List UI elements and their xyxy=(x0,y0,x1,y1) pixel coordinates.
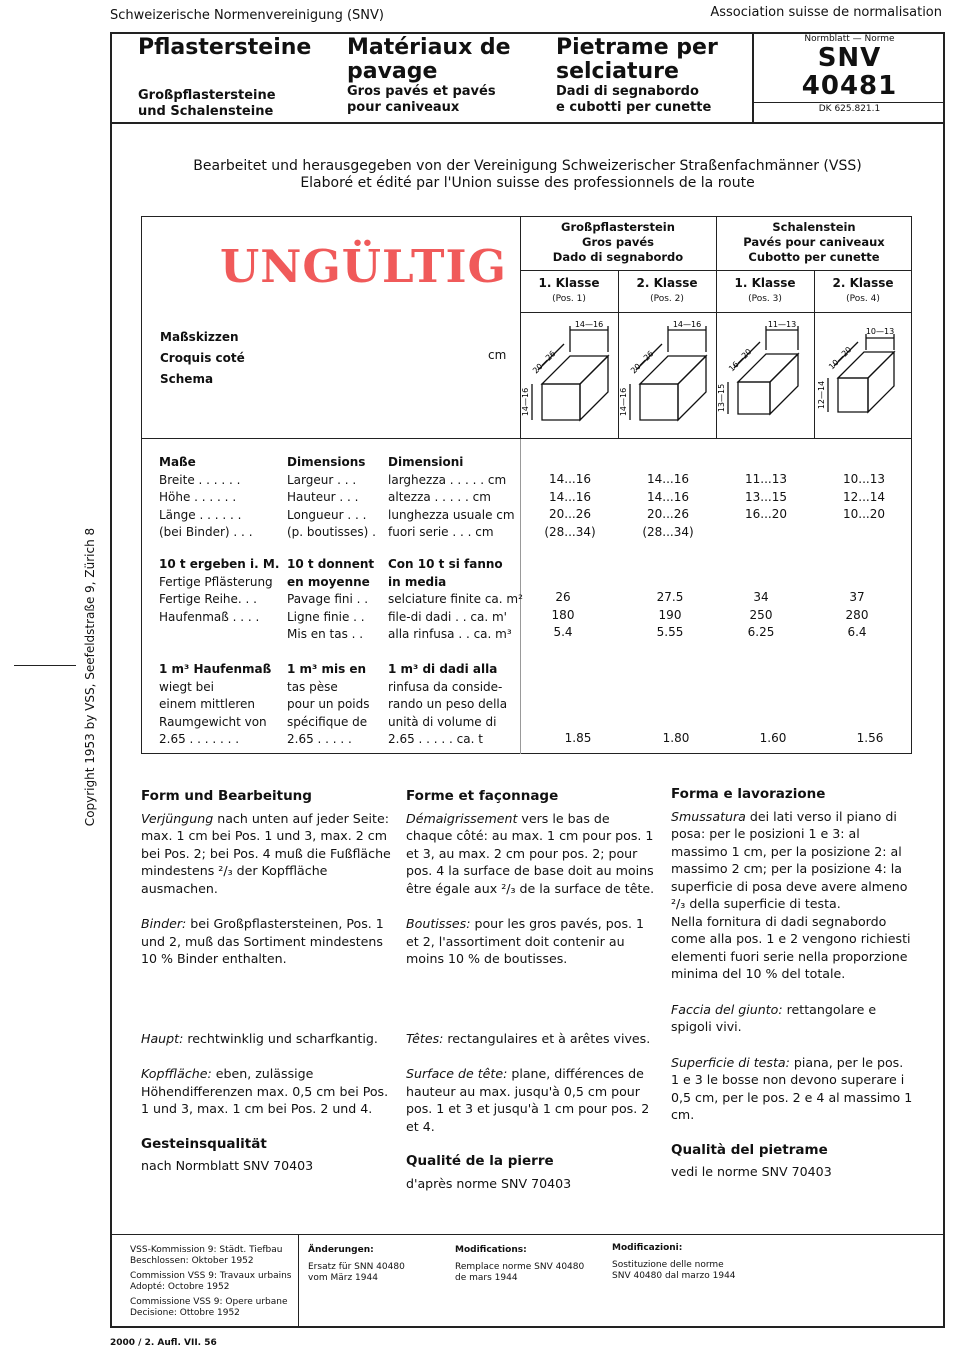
title-de-sub1: Großpflastersteine xyxy=(138,88,276,103)
text-fr-p1 xyxy=(406,810,656,898)
copyright-note: Copyright 1953 by VSS, Seefeldstraße 9, Zürich 8 xyxy=(83,527,97,827)
ten-de-head: 10 t ergeben i. M. xyxy=(159,557,280,571)
dimval: 13...15 xyxy=(745,489,787,504)
ten-fr-3: Ligne finie . . xyxy=(287,609,365,624)
sketch-2 xyxy=(619,320,706,420)
m3val-1: 1.85 xyxy=(564,731,592,745)
text-fr-p1-term: Démaigrissement xyxy=(406,810,518,826)
dims-de xyxy=(159,454,253,542)
text-de-p4-term: Kopffläche: xyxy=(141,1066,212,1081)
text-it-p4-body: piana, per le pos. 1 e 3 le bosse non devono superare i 0,5 cm, per le pos. 2 e 4 al massimo 1 cm. xyxy=(671,1054,913,1122)
sketch-4-dim-a: 10—13 xyxy=(865,327,895,336)
text-fr-heading2: Qualité de la pierre xyxy=(406,1153,554,1169)
class-label-3: 1. Klasse xyxy=(734,276,796,290)
text-fr-heading: Forme et façonnage xyxy=(406,788,559,804)
dimval: 20...26 xyxy=(549,507,591,521)
snv-box xyxy=(752,32,945,124)
tenvals-1 xyxy=(518,589,608,642)
publisher-de: Bearbeitet und herausgegeben von der Vereinigung Schweizerischer Straßenfachmänner (VSS) xyxy=(193,158,862,174)
title-it xyxy=(556,36,718,116)
m3-it-head: 1 m³ di dadi alla xyxy=(388,662,498,676)
dimval: 14...16 xyxy=(549,489,591,504)
tenval: 6.25 xyxy=(747,625,775,639)
sketch-label-de: Maßskizzen xyxy=(160,330,239,344)
dimval: 11...13 xyxy=(745,472,787,486)
footer-c1-1: Beschlossen: Oktober 1952 xyxy=(130,1256,254,1266)
dims-it-1: larghezza . . . . . cm xyxy=(388,472,507,487)
ten-it xyxy=(388,556,523,644)
title-fr-main2: pavage xyxy=(347,59,438,84)
dimval: 14...16 xyxy=(647,472,689,486)
dims-fr xyxy=(287,454,376,542)
ten-de xyxy=(159,556,279,626)
footer xyxy=(110,1234,945,1328)
dims-it-2: altezza . . . . . cm xyxy=(388,490,491,504)
sketch-3-dim-b: 16—20 xyxy=(727,347,754,374)
m3-de-4: 2.65 . . . . . . . xyxy=(159,732,240,746)
text-it-p4-term: Superficie di testa: xyxy=(671,1054,790,1070)
ten-fr-head2: en moyenne xyxy=(287,574,370,589)
tenval: 180 xyxy=(551,607,575,622)
title-it-sub1: Dadi di segnabordo xyxy=(556,84,699,99)
tenval: 26 xyxy=(555,590,571,604)
class-label-2: 2. Klasse xyxy=(636,276,698,290)
sketch-label-it: Schema xyxy=(160,372,214,386)
text-de-p3 xyxy=(141,1030,391,1048)
ten-it-4: alla rinfusa . . ca. m³ xyxy=(388,627,512,641)
m3-it-2: rando un peso della xyxy=(388,697,508,711)
ten-fr-head: 10 t donnent xyxy=(287,557,375,571)
text-de-p3-body: rechtwinklig und scharfkantig. xyxy=(183,1030,378,1046)
text-it-heading: Forma e lavorazione xyxy=(671,786,826,802)
table-rule xyxy=(141,438,912,439)
dims-it-head: Dimensioni xyxy=(388,455,464,469)
footer-changes-fr xyxy=(455,1245,584,1284)
m3val-3: 1.60 xyxy=(759,731,787,745)
m3val-2: 1.80 xyxy=(662,731,690,745)
text-de-p2-term: Binder: xyxy=(141,916,187,931)
ten-it-head: Con 10 t si fanno xyxy=(388,557,503,571)
text-de-p1-body: nach unten auf jeder Seite: max. 1 cm bei Pos. 1 und 3, max. 2 cm bei Pos. 2; bei Pos. 4 muß die Fußfläche mindestens ²/₃ der Kopffläche ausmachen. xyxy=(141,810,391,896)
tenval: 190 xyxy=(658,607,682,622)
footer-c3-2: de mars 1944 xyxy=(455,1273,518,1283)
ten-fr-4: Mis en tas . . xyxy=(287,627,364,641)
m3-it xyxy=(388,661,507,749)
publisher xyxy=(110,158,945,192)
tenval: 6.4 xyxy=(847,625,867,639)
text-de-p2 xyxy=(141,915,391,968)
group-schale-it: Cubotto per cunette xyxy=(748,250,880,264)
footer-c2-2: vom März 1944 xyxy=(308,1273,378,1283)
sketch-2-dim-c: 14—16 xyxy=(619,387,628,417)
tenval: 5.4 xyxy=(553,625,573,639)
text-it-p4 xyxy=(671,1054,915,1124)
dims-fr-1: Largeur . . . xyxy=(287,472,357,487)
tenvals-3 xyxy=(716,589,806,642)
ten-it-2: selciature finite ca. m² xyxy=(388,592,523,606)
text-de xyxy=(141,788,391,1175)
ten-fr xyxy=(287,556,374,644)
sketch-label-fr: Croquis coté xyxy=(160,351,245,365)
sketch-3-dim-c: 13—15 xyxy=(717,383,726,413)
class-pos-1: (Pos. 1) xyxy=(552,294,586,304)
m3-fr-head: 1 m³ mis en xyxy=(287,662,367,676)
class-label-1: 1. Klasse xyxy=(538,276,600,290)
dimvals-3 xyxy=(721,471,811,524)
dimval: 12...14 xyxy=(843,489,885,504)
text-it-p3-term: Faccia del giunto: xyxy=(671,1001,783,1017)
dims-it-4: fuori serie . . . cm xyxy=(388,525,494,539)
dimval: 16...20 xyxy=(745,507,787,521)
dimvals-2 xyxy=(623,471,713,541)
text-fr-p2-body: pour les gros pavés, pos. 1 et 2, l'assortiment doit contenir au moins 10 % de boutisses. xyxy=(406,916,645,966)
dims-de-3: Länge . . . . . . xyxy=(159,507,242,522)
sketch-1-dim-b: 20—26 xyxy=(531,349,558,376)
text-fr-p3 xyxy=(406,1030,656,1048)
sketch-4-dim-c: 12—14 xyxy=(817,380,826,410)
sketch-3-dim-a: 11—13 xyxy=(767,320,797,329)
text-fr-p1-body: vers le bas de chaque côté: au max. 1 cm pour pos. 1 et 3, au max. 2 cm pour pos. 2; pour pos. 4 la surface de base doit au moins être égale aux ²/₃ de la surface de tête. xyxy=(406,810,655,896)
footer-c4-1: Sostituzione delle norme xyxy=(612,1260,724,1270)
title-it-sub2: e cubotti per cunette xyxy=(556,100,712,115)
text-it-p1 xyxy=(671,808,915,913)
footer-changes-it xyxy=(612,1243,736,1282)
text-it-p5: vedi le norme SNV 70403 xyxy=(671,1164,832,1179)
sketch-1-dim-a: 14—16 xyxy=(574,320,604,329)
footer-c3-1: Remplace norme SNV 40480 xyxy=(455,1262,585,1272)
dims-de-head: Maße xyxy=(159,455,196,469)
title-de-sub2: und Schalensteine xyxy=(138,104,274,119)
sketch-1-dim-c: 14—16 xyxy=(521,387,530,417)
snv-code: SNV xyxy=(817,43,882,73)
publisher-fr: Elaboré et édité par l'Union suisse des professionnels de la route xyxy=(300,175,755,191)
text-de-p4 xyxy=(141,1065,391,1118)
title-de xyxy=(138,36,311,120)
footer-c1-2: Commission VSS 9: Travaux urbains xyxy=(130,1271,292,1281)
text-it-p3 xyxy=(671,1001,915,1036)
class-pos-3: (Pos. 3) xyxy=(748,294,782,304)
title-de-main: Pflastersteine xyxy=(138,35,312,60)
class-label-4: 2. Klasse xyxy=(832,276,894,290)
text-fr xyxy=(406,788,656,1192)
tenval: 34 xyxy=(753,590,769,604)
text-fr-p2 xyxy=(406,915,656,968)
group-header-schale xyxy=(716,220,912,265)
ten-fr-2: Pavage fini . . xyxy=(287,592,369,606)
text-de-p4-body: eben, zulässige Höhendifferenzen max. 0,5 cm bei Pos. 1 und 3, max. 1 cm bei Pos. 2 und 4. xyxy=(141,1066,389,1116)
m3-de-1: wiegt bei xyxy=(159,679,215,694)
text-de-p2-body: bei Großpflastersteinen, Pos. 1 und 2, muß das Sortiment mindestens 10 % Binder enthalten. xyxy=(141,916,384,966)
m3-it-4: 2.65 . . . . . ca. t xyxy=(388,732,483,746)
dimval: 14...16 xyxy=(549,472,591,486)
sketch-4-dim-b: 10—20 xyxy=(827,345,854,372)
dimval: 10...13 xyxy=(843,472,885,486)
footer-c2-head: Änderungen: xyxy=(308,1245,374,1255)
dims-de-2: Höhe . . . . . . xyxy=(159,490,237,504)
m3-de-head: 1 m³ Haufenmaß xyxy=(159,662,272,676)
tenval: 37 xyxy=(849,590,865,604)
text-de-heading: Form und Bearbeitung xyxy=(141,788,312,804)
snv-number: 40481 xyxy=(801,71,898,101)
title-fr-sub2: pour caniveaux xyxy=(347,100,460,115)
text-it-p3-body: rettangolare e spigoli vivi. xyxy=(671,1001,877,1034)
footer-commission xyxy=(130,1245,292,1319)
m3-it-3: unità di volume di xyxy=(388,714,497,729)
text-de-p1 xyxy=(141,810,391,898)
snv-label: Normblatt — Norme xyxy=(804,34,895,44)
ten-de-3: Fertige Reihe. . . xyxy=(159,592,257,606)
text-de-p5: nach Normblatt SNV 70403 xyxy=(141,1158,314,1173)
ten-it-3: file-di dadi . . ca. m' xyxy=(388,609,507,624)
title-it-main2: selciature xyxy=(556,59,679,84)
margin-tick xyxy=(14,665,76,666)
footer-c1-5: Decisione: Ottobre 1952 xyxy=(130,1308,240,1318)
text-fr-p4-term: Surface de tête: xyxy=(406,1066,508,1081)
title-it-main1: Pietrame per xyxy=(556,35,718,60)
table-rule xyxy=(520,270,912,271)
dims-fr-2: Hauteur . . . xyxy=(287,490,359,504)
footer-c3-head: Modifications: xyxy=(455,1245,527,1255)
group-header-gross xyxy=(520,220,716,265)
dims-it-3: lunghezza usuale cm xyxy=(388,507,515,522)
header-right: Association suisse de normalisation xyxy=(710,5,942,20)
dims-fr-head: Dimensions xyxy=(287,455,366,469)
block-sketches xyxy=(520,312,912,438)
sketch-unit: cm xyxy=(488,348,507,362)
m3-fr-1: tas pèse xyxy=(287,679,338,694)
text-de-p3-term: Haupt: xyxy=(141,1030,184,1046)
dimvals-1 xyxy=(525,471,615,541)
dimval: 20...26 xyxy=(647,507,689,521)
tenval: 250 xyxy=(749,607,773,622)
text-it-heading2: Qualità del pietrame xyxy=(671,1141,828,1158)
dims-fr-3: Longueur . . . xyxy=(287,507,367,522)
footer-c1-0: VSS-Kommission 9: Städt. Tiefbau xyxy=(130,1245,283,1255)
m3val-4: 1.56 xyxy=(856,731,884,745)
sketch-2-dim-b: 20—26 xyxy=(629,349,656,376)
invalid-stamp: UNGÜLTIG xyxy=(220,240,507,293)
dims-it xyxy=(388,454,515,542)
footer-c1-3: Adopté: Octobre 1952 xyxy=(130,1282,230,1292)
sketch-4 xyxy=(817,327,894,412)
title-fr-main1: Matériaux de xyxy=(347,35,511,60)
footer-c2-1: Ersatz für SNN 40480 xyxy=(308,1262,405,1272)
tenvals-2 xyxy=(625,589,715,642)
sketch-2-dim-a: 14—16 xyxy=(672,320,702,329)
m3-it-1: rinfusa da conside- xyxy=(388,679,503,694)
dimval: (28...34) xyxy=(544,524,596,539)
tenval: 27.5 xyxy=(656,590,684,604)
group-gross-fr: Gros pavés xyxy=(582,235,654,249)
text-fr-p5: d'après norme SNV 70403 xyxy=(406,1175,572,1191)
footer-rule xyxy=(298,1235,299,1327)
text-fr-p3-body: rectangulaires et à arêtes vives. xyxy=(443,1030,651,1046)
ten-de-4: Haufenmaß . . . . xyxy=(159,609,260,624)
m3-fr-3: spécifique de xyxy=(287,714,368,729)
tenvals-4 xyxy=(812,589,902,642)
class-pos-2: (Pos. 2) xyxy=(650,294,684,304)
group-gross-de: Großpflasterstein xyxy=(561,220,675,234)
header-left: Schweizerische Normenvereinigung (SNV) xyxy=(110,8,384,23)
sketch-1 xyxy=(521,320,608,420)
edition-note: 2000 / 2. Aufl. VII. 56 xyxy=(110,1338,217,1348)
ten-de-2: Fertige Pflästerung xyxy=(159,574,273,589)
title-fr xyxy=(347,36,511,116)
m3-de-3: Raumgewicht von xyxy=(159,714,267,729)
dims-fr-4: (p. boutisses) . xyxy=(287,525,376,539)
text-fr-p3-term: Têtes: xyxy=(406,1030,444,1046)
m3-de xyxy=(159,661,271,749)
footer-c4-2: SNV 40480 dal marzo 1944 xyxy=(612,1271,736,1281)
text-de-heading2: Gesteinsqualität xyxy=(141,1135,267,1152)
text-fr-p2-term: Boutisses: xyxy=(406,916,471,931)
m3-fr xyxy=(287,661,370,749)
dimval: (28...34) xyxy=(642,524,694,539)
footer-c1-4: Commissione VSS 9: Opere urbane xyxy=(130,1297,288,1307)
sketch-labels xyxy=(160,327,245,390)
footer-changes-de xyxy=(308,1245,405,1284)
dims-de-1: Breite . . . . . . xyxy=(159,472,241,487)
text-de-p1-term: Verjüngung xyxy=(141,810,214,826)
text-it-p1-term: Smussatura xyxy=(671,808,746,824)
group-schale-de: Schalenstein xyxy=(772,220,856,234)
group-gross-it: Dado di segnabordo xyxy=(552,250,684,264)
dims-de-4: (bei Binder) . . . xyxy=(159,525,253,539)
class-pos-4: (Pos. 4) xyxy=(846,294,880,304)
snv-dk: DK 625.821.1 xyxy=(754,102,945,114)
text-it xyxy=(671,786,915,1181)
footer-c4-head: Modificazioni: xyxy=(612,1243,683,1253)
text-it-p1c: Nella fornitura di dadi segnabordo come alla pos. 1 e 2 vengono richiesti elementi fuori serie nella proporzione minima del 10 % del totale. xyxy=(671,913,911,981)
m3-de-2: einem mittleren xyxy=(159,697,256,711)
dimval: 14...16 xyxy=(647,489,689,504)
text-it-p1-body: dei lati verso il piano di posa: per le posizioni 1 e 3: al massimo 1 cm, per la posizione 2: al massimo 2 cm; per la posizione 4: la superficie di posa deve avere almeno ²/₃ della superficie di testa. xyxy=(671,808,908,911)
title-fr-sub1: Gros pavés et pavés xyxy=(347,84,496,99)
text-fr-p4 xyxy=(406,1065,656,1135)
m3-fr-4: 2.65 . . . . . xyxy=(287,732,352,746)
tenval: 280 xyxy=(845,607,869,622)
group-schale-fr: Pavés pour caniveaux xyxy=(743,235,885,249)
text-fr-p4-body: plane, différences de hauteur au max. jusqu'à 0,5 cm pour pos. 1 et 3 et jusqu'à 1 cm pour pos. 2 et 4. xyxy=(406,1066,650,1134)
ten-it-head2: in media xyxy=(388,574,447,589)
dimvals-4 xyxy=(819,471,909,524)
m3-fr-2: pour un poids xyxy=(287,697,370,711)
sketch-3 xyxy=(717,320,798,414)
tenval: 5.55 xyxy=(656,625,684,639)
dimval: 10...20 xyxy=(843,507,885,521)
